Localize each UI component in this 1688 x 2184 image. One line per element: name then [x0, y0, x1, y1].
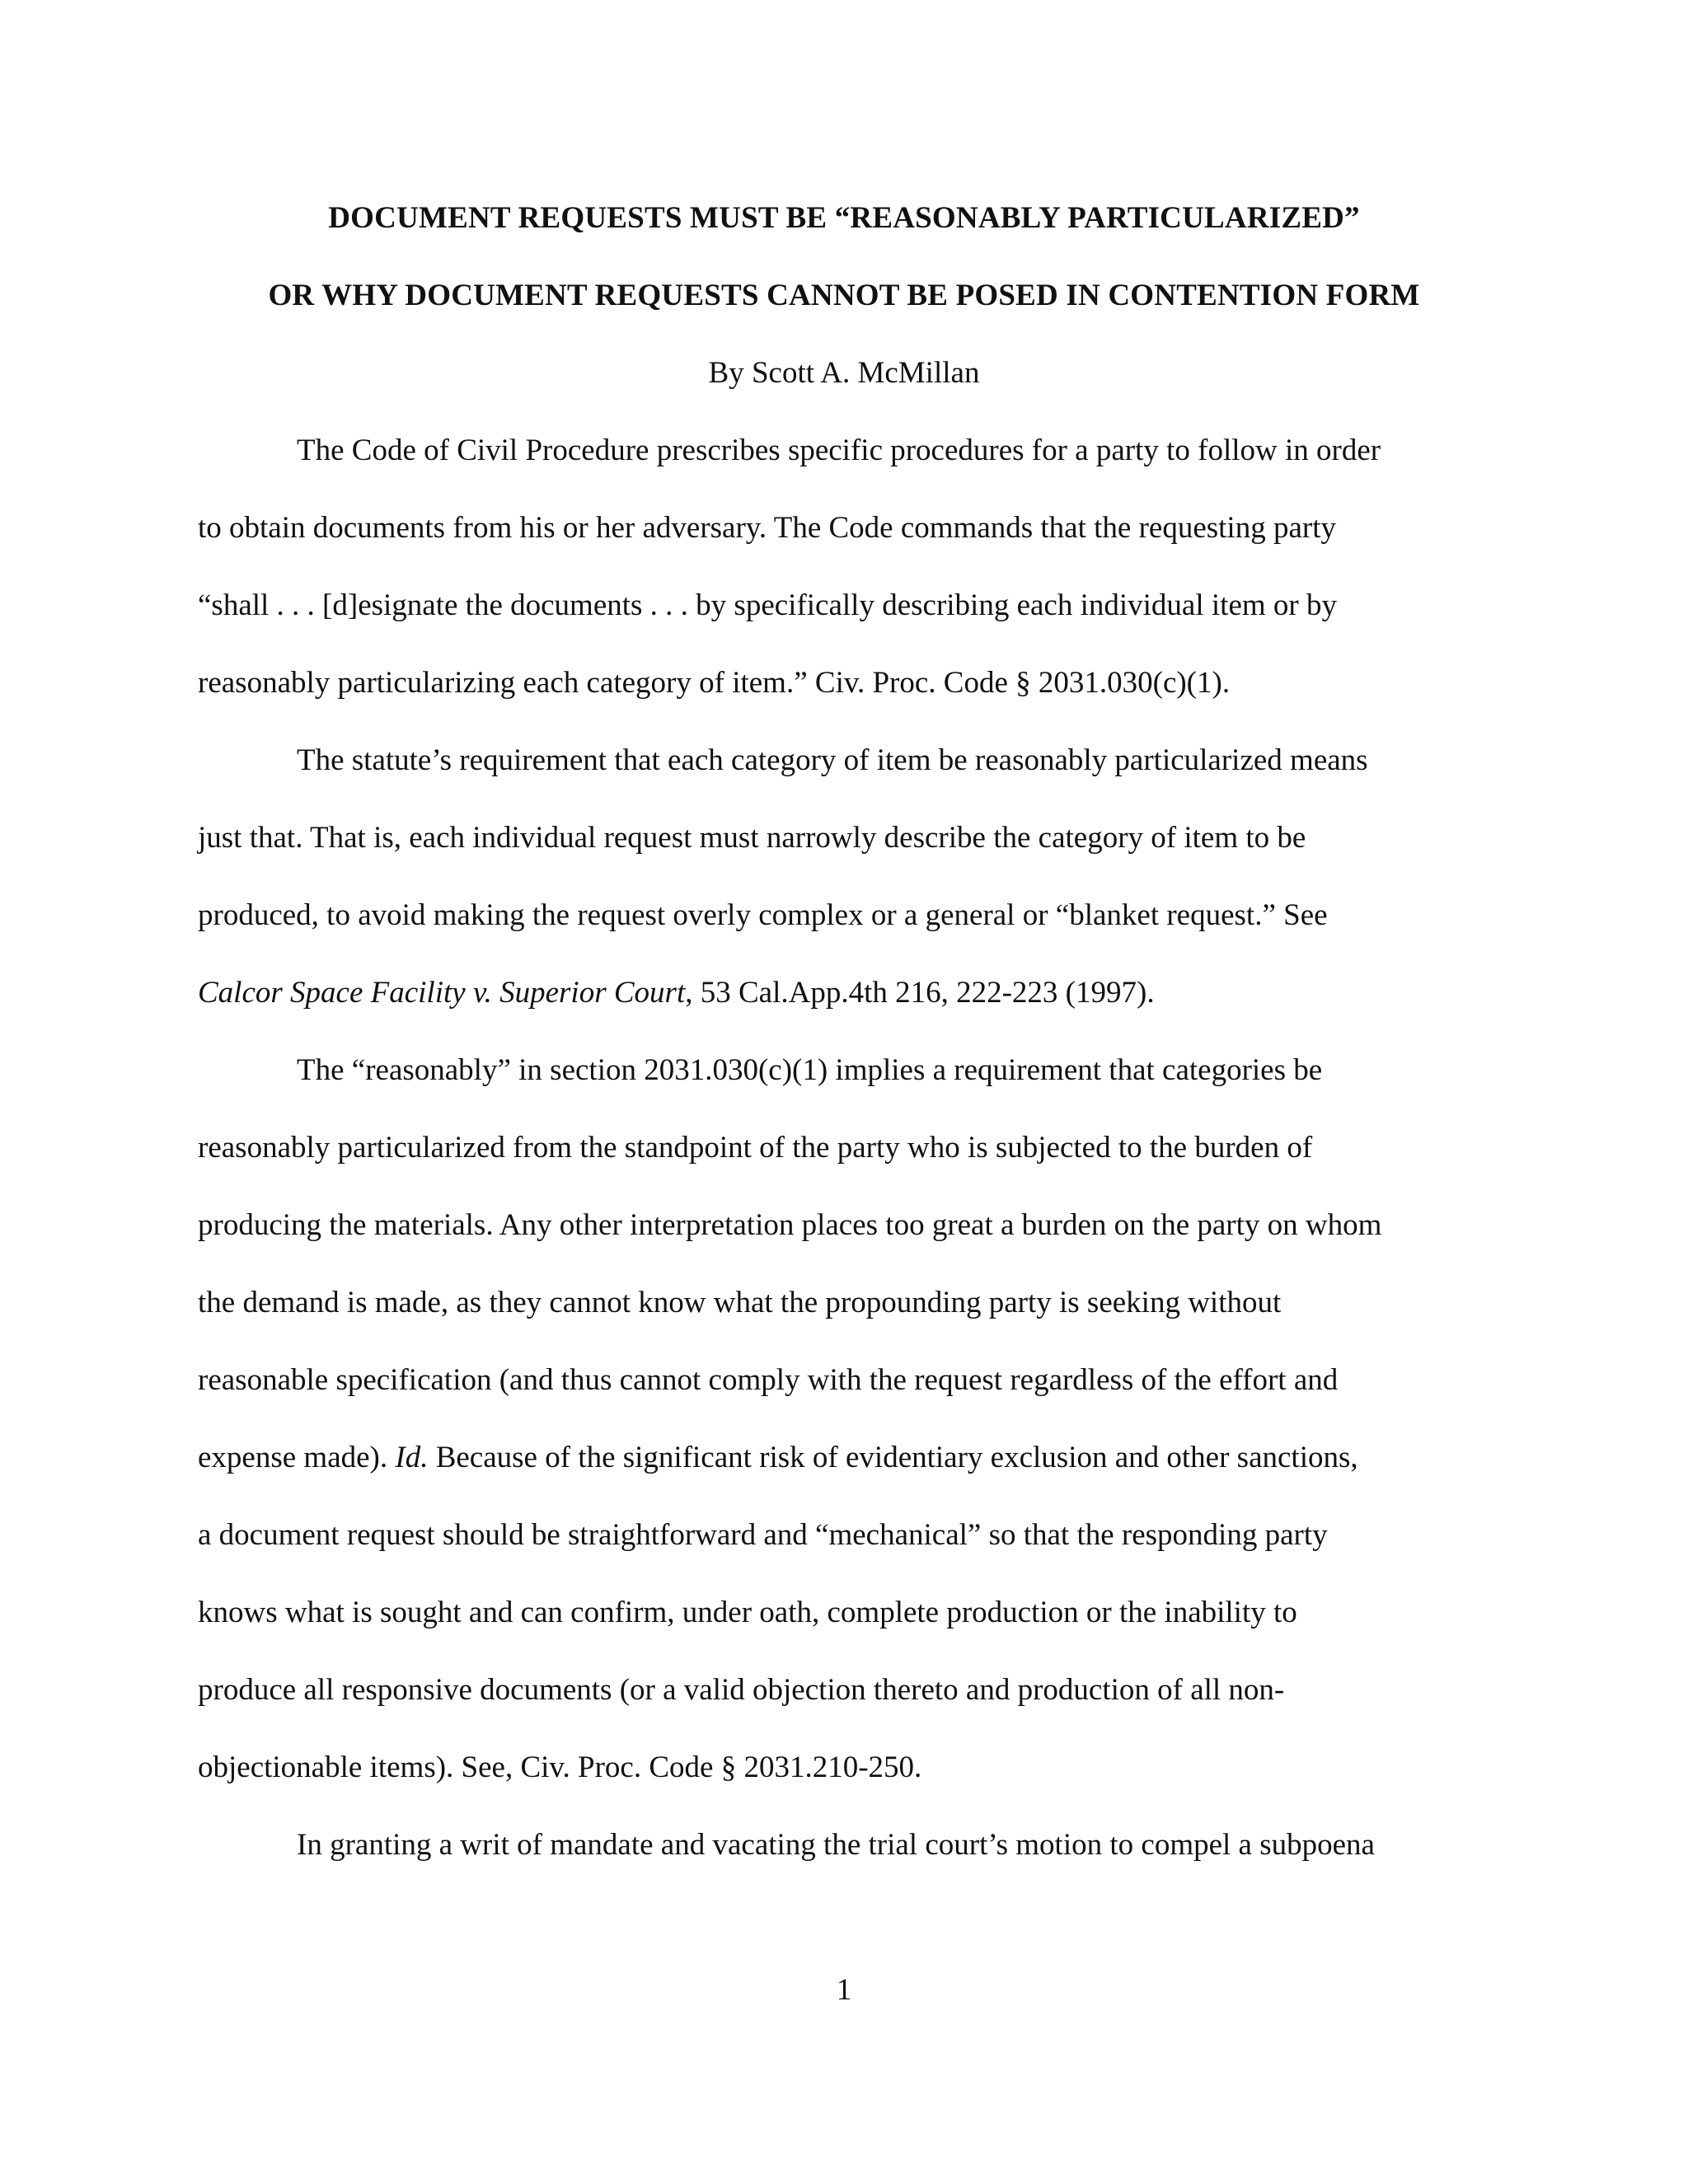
body-line: The statute’s requirement that each category of item be reasonably particularized means — [297, 743, 1368, 777]
body-line: to obtain documents from his or her adversary. The Code commands that the requesting party — [198, 511, 1336, 545]
body-line: produce all responsive documents (or a valid objection thereto and production of all non- — [198, 1673, 1285, 1707]
body-line: objectionable items). See, Civ. Proc. Code § 2031.210-250. — [198, 1750, 922, 1784]
body-line: the demand is made, as they cannot know what the propounding party is seeking without — [198, 1286, 1282, 1319]
body-line: reasonably particularized from the standpoint of the party who is subjected to the burden of — [198, 1131, 1313, 1165]
body-line: In granting a writ of mandate and vacating the trial court’s motion to compel a subpoena — [297, 1828, 1375, 1862]
id-citation: Id. — [395, 1441, 429, 1474]
body-line: knows what is sought and can confirm, under oath, complete production or the inability to — [198, 1596, 1297, 1629]
body-line: a document request should be straightforward and “mechanical” so that the responding party — [198, 1518, 1328, 1552]
body-line: The Code of Civil Procedure prescribes specific procedures for a party to follow in order — [297, 434, 1381, 467]
body-line: produced, to avoid making the request overly complex or a general or “blanket request.” See — [198, 898, 1328, 932]
body-line-id — [198, 1440, 1358, 1475]
body-line: producing the materials. Any other interpretation places too great a burden on the party on whom — [198, 1208, 1382, 1242]
body-line-citation — [198, 975, 1155, 1010]
case-citation: , 53 Cal.App.4th 216, 222-223 (1997). — [685, 976, 1155, 1010]
title-line-2: OR WHY DOCUMENT REQUESTS CANNOT BE POSED IN CONTENTION FORM — [268, 279, 1420, 312]
body-line: The “reasonably” in section 2031.030(c)(1) implies a requirement that categories be — [297, 1053, 1323, 1087]
body-line: just that. That is, each individual request must narrowly describe the category of item to be — [198, 821, 1306, 855]
body-line: “shall . . . [d]esignate the documents . . . by specifically describing each individual item or by — [198, 588, 1337, 622]
page-number: 1 — [836, 1973, 852, 2007]
case-name: Calcor Space Facility v. Superior Court — [198, 976, 686, 1010]
line-start: expense made). — [198, 1441, 396, 1474]
body-line: reasonable specification (and thus cannot comply with the request regardless of the effort and — [198, 1363, 1339, 1397]
line-end: Because of the significant risk of evidentiary exclusion and other sanctions, — [428, 1441, 1358, 1474]
title-line-1: DOCUMENT REQUESTS MUST BE “REASONABLY PARTICULARIZED” — [328, 201, 1360, 235]
body-line: reasonably particularizing each category of item.” Civ. Proc. Code § 2031.030(c)(1). — [198, 666, 1231, 700]
byline: By Scott A. McMillan — [708, 356, 980, 390]
